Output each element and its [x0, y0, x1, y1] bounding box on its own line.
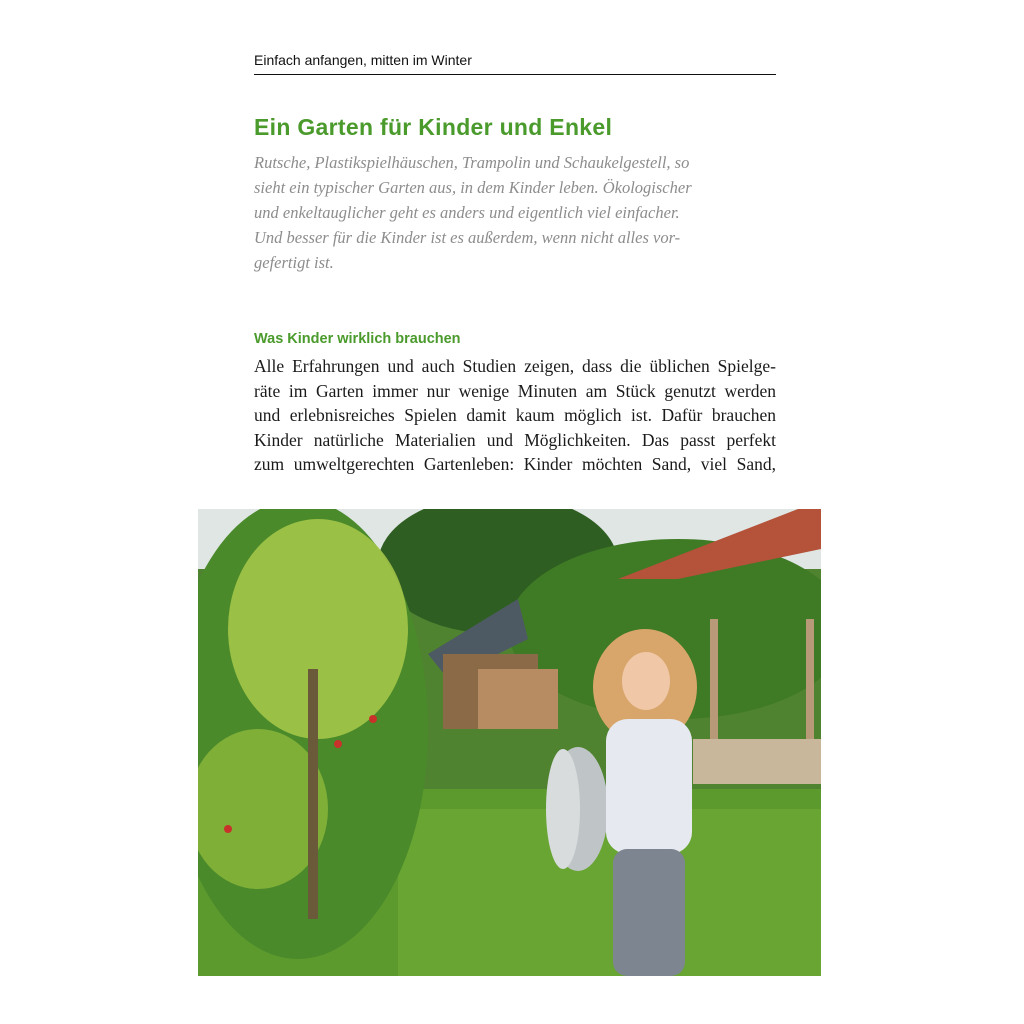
intro-line: sieht ein typischer Garten aus, in dem Kinder leben. Ökologischer	[254, 178, 692, 197]
body-paragraph	[254, 354, 776, 477]
article-title: Ein Garten für Kinder und Enkel	[254, 114, 613, 140]
plant-stake	[308, 669, 318, 919]
body-line: zum umweltgerechten Gartenleben: Kinder möchten Sand, viel Sand,	[254, 454, 776, 474]
barrel-rim	[546, 749, 580, 869]
body-line: Kinder natürliche Materialien und Möglichkeiten. Das passt perfekt	[254, 429, 776, 450]
girl-face	[622, 652, 670, 710]
girl-sweater	[606, 719, 692, 854]
berry	[224, 825, 232, 833]
garden-photo-illustration	[198, 509, 821, 976]
body-line: räte im Garten immer nur wenige Minuten am Stück genutzt werden	[254, 380, 776, 401]
berry	[369, 715, 377, 723]
running-title: Einfach anfangen, mitten im Winter	[254, 52, 472, 68]
berry	[334, 740, 342, 748]
girl-leggings	[613, 849, 685, 976]
garden-photo	[198, 509, 821, 976]
fence	[478, 669, 558, 729]
section-heading: Was Kinder wirklich brauchen	[254, 331, 461, 347]
body-line: und erlebnisreiches Spielen damit kaum möglich ist. Dafür brauchen	[254, 405, 776, 425]
intro-line: Und besser für die Kinder ist es außerdem, wenn nicht alles vor-	[254, 228, 681, 247]
swing-post	[710, 619, 718, 739]
intro-line: Rutsche, Plastikspielhäuschen, Trampolin und Schaukelgestell, so	[254, 153, 690, 172]
body-line: Alle Erfahrungen und auch Studien zeigen, dass die üblichen Spielge-	[254, 356, 776, 376]
swing-post	[806, 619, 814, 739]
running-header	[254, 52, 776, 75]
sandpit	[693, 739, 821, 784]
intro-paragraph	[254, 150, 794, 275]
intro-line: gefertigt ist.	[254, 253, 334, 272]
intro-line: und enkeltauglicher geht es anders und eigentlich viel einfacher.	[254, 203, 680, 222]
